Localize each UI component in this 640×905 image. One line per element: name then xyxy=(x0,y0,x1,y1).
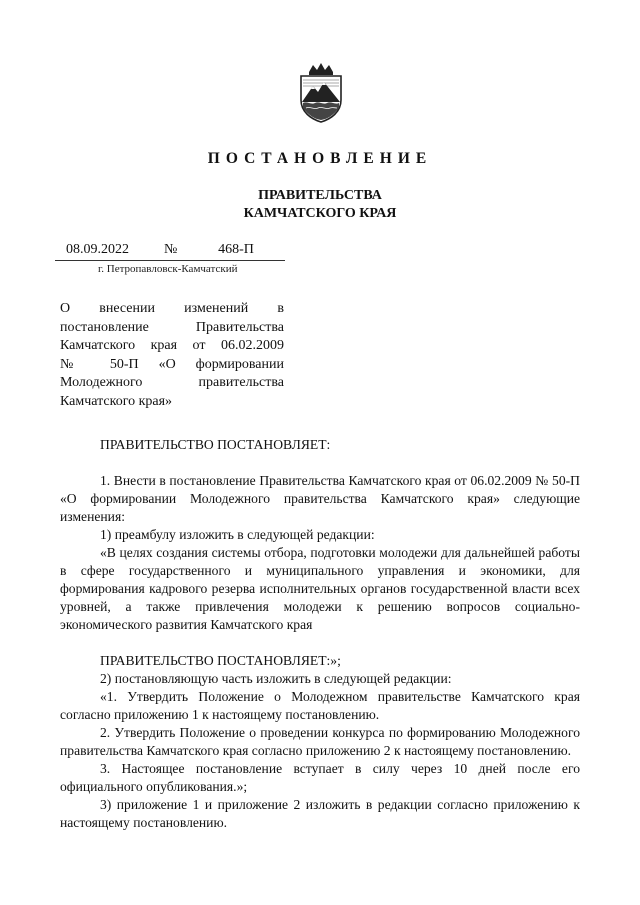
issuing-authority xyxy=(0,187,640,223)
subject-line: Камчатского края от 06.02.2009 xyxy=(60,338,284,353)
subject-line: постановление Правительства xyxy=(60,319,284,335)
subject-line: О внесении изменений в xyxy=(60,301,284,316)
kamchatka-coat-of-arms-icon xyxy=(297,62,345,124)
document-date: 08.09.2022 xyxy=(66,242,129,257)
document-subject xyxy=(60,300,284,411)
document-city: г. Петропавловск-Камчатский xyxy=(98,263,238,275)
body-paragraph: 1. Внести в постановление Правительства Камчатского края от 06.02.2009 № 50-П «О формировании Молодежного правительства Камчатского края» следующие изменения: xyxy=(60,473,580,524)
document-number: 468-П xyxy=(218,242,254,257)
body-paragraph: «1. Утвердить Положение о Молодежном правительстве Камчатского края согласно приложению 1 к настоящему постановлению. xyxy=(60,689,580,722)
decree-heading: ПРАВИТЕЛЬСТВО ПОСТАНОВЛЯЕТ: xyxy=(100,437,331,452)
subject-line: Камчатского края» xyxy=(60,393,173,409)
number-sign: № xyxy=(164,242,178,257)
subject-line: Молодежного правительства xyxy=(60,375,284,390)
authority-line: ПРАВИТЕЛЬСТВА xyxy=(258,188,382,203)
body-paragraph: 3) приложение 1 и приложение 2 изложить в редакции согласно приложению к настоящему постановлению. xyxy=(60,797,580,830)
document-title: ПОСТАНОВЛЕНИЕ xyxy=(207,150,433,167)
body-paragraph: 1) преамбулу изложить в следующей редакции: xyxy=(100,527,375,542)
authority-line: КАМЧАТСКОГО КРАЯ xyxy=(243,206,397,221)
body-paragraph: «В целях создания системы отбора, подготовки молодежи для дальнейшей работы в сфере государственного и муниципального управления и экономики, для формирования кадрового резерва исполнительных органов государственной власти всех уровней, а также привлечения молодежи к решению вопросов социально-экономического развития Камчатского края xyxy=(60,545,580,632)
body-paragraph: 2. Утвердить Положение о проведении конкурса по формированию Молодежного правительства Камчатского края согласно приложению 2 к настоящему постановлению. xyxy=(60,725,580,758)
body-paragraph: 3. Настоящее постановление вступает в силу через 10 дней после его официального опубликования.»; xyxy=(60,761,580,794)
body-paragraph: ПРАВИТЕЛЬСТВО ПОСТАНОВЛЯЕТ:»; xyxy=(100,653,341,668)
document-body xyxy=(60,436,580,832)
subject-line: № 50-П «О формировании xyxy=(60,356,284,372)
body-paragraph: 2) постановляющую часть изложить в следующей редакции: xyxy=(100,671,452,686)
meta-divider xyxy=(55,260,285,261)
